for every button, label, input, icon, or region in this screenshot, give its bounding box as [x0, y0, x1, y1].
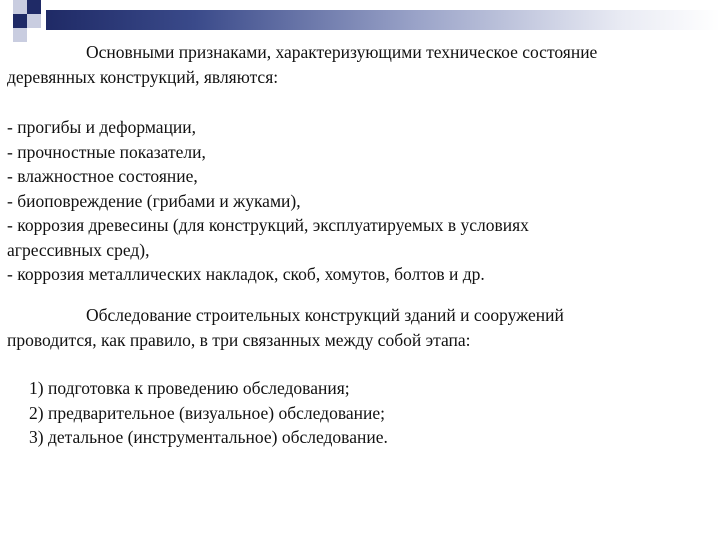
survey-line-1: Обследование строительных конструкций зданий и сооружений: [86, 305, 564, 325]
list-item: - биоповреждение (грибами и жуками),: [7, 190, 301, 211]
stages-list: [29, 376, 720, 450]
signs-list: [7, 115, 707, 287]
list-item: 2) предварительное (визуальное) обследование;: [29, 402, 385, 423]
list-item: - коррозия металлических накладок, скоб, хомутов, болтов и др.: [7, 264, 485, 284]
list-item: - прочностные показатели,: [7, 141, 206, 162]
list-item: - коррозия древесины (для конструкций, эксплуатируемых в условиях: [7, 215, 529, 235]
decor-square-dark-2: [13, 14, 27, 28]
decor-square-light-1: [13, 0, 27, 14]
decor-square-light-2: [27, 14, 41, 28]
intro-line-1: Основными признаками, характеризующими техническое состояние: [86, 42, 598, 62]
list-item: агрессивных сред),: [7, 239, 150, 260]
decor-square-dark-1: [27, 0, 41, 14]
survey-line-2: проводится, как правило, в три связанных между собой этапа:: [7, 330, 471, 350]
decor-square-light-3: [13, 28, 27, 42]
list-item: 3) детальное (инструментальное) обследование.: [29, 427, 388, 447]
header-gradient-bar: [46, 10, 720, 30]
list-item: - прогибы и деформации,: [7, 117, 197, 137]
intro-line-2: деревянных конструкций, являются:: [7, 67, 279, 87]
list-item: - влажностное состояние,: [7, 166, 198, 186]
list-item: 1) подготовка к проведению обследования;: [29, 378, 350, 398]
